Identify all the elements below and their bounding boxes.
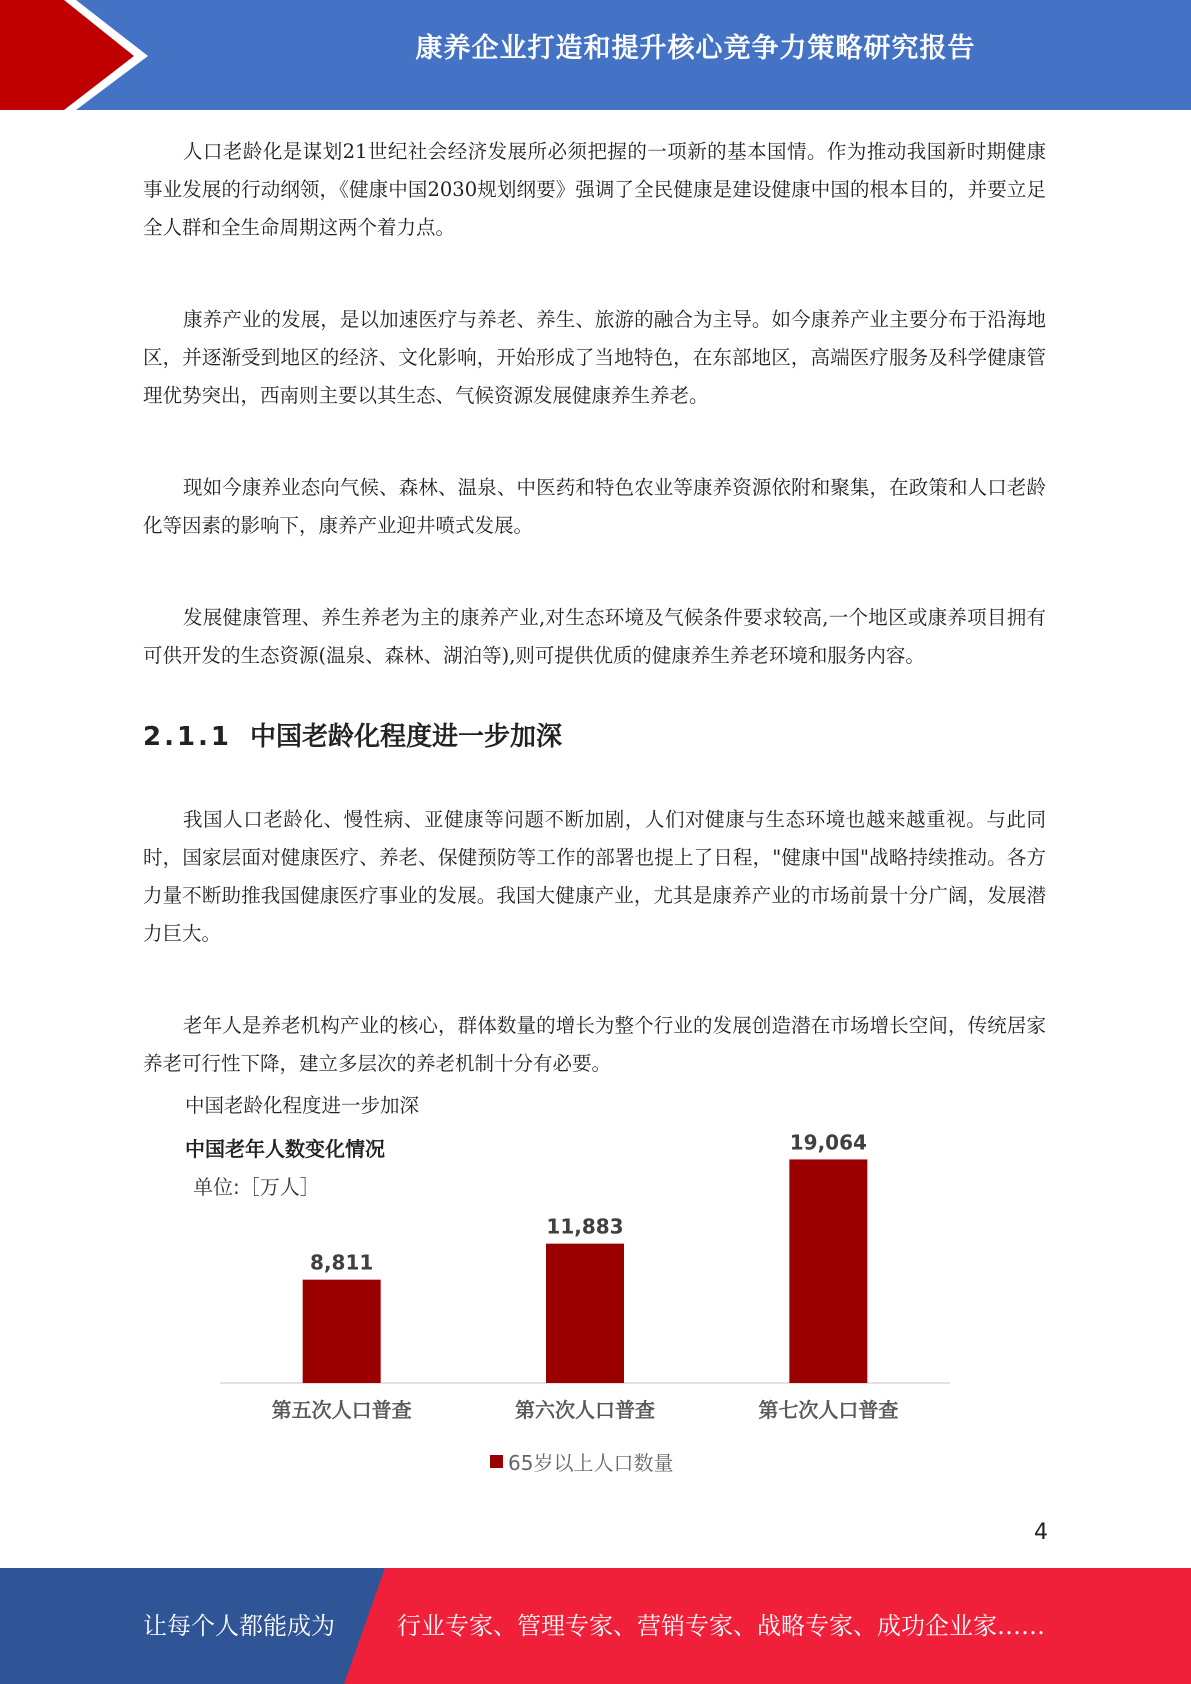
main-content <box>143 133 1046 1137</box>
footer-slogan-left: 让每个人都能成为 <box>143 1612 335 1640</box>
x-tick-label: 第六次人口普查 <box>515 1398 655 1422</box>
paragraph: 康养产业的发展，是以加速医疗与养老、养生、旅游的融合为主导。如今康养产业主要分布于沿海地区，并逐渐受到地区的经济、文化影响，开始形成了当地特色，在东部地区，高端医疗服务及科学健康管理优势突出，西南则主要以其生态、气候资源发展健康养生养老。 <box>143 308 1046 407</box>
legend-label: 65岁以上人口数量 <box>508 1451 674 1475</box>
data-label: 19,064 <box>789 1130 867 1155</box>
chart-legend <box>490 1447 673 1476</box>
paragraph: 老年人是养老机构产业的核心，群体数量的增长为整个行业的发展创造潜在市场增长空间，传统居家养老可行性下降，建立多层次的养老机制十分有必要。 <box>143 1014 1046 1075</box>
chart-title: 中国老年人数变化情况 <box>185 1137 385 1161</box>
chart-bar <box>303 1280 381 1383</box>
section-number: 2.1.1 <box>143 722 233 752</box>
chart-unit-label: 单位:［万人］ <box>193 1175 320 1199</box>
bar-chart <box>180 1125 980 1495</box>
data-label: 8,811 <box>310 1250 374 1275</box>
page-header <box>0 0 1191 110</box>
chart-bar <box>546 1244 624 1383</box>
section-heading <box>143 717 1046 757</box>
section-title: 中国老龄化程度进一步加深 <box>250 722 563 752</box>
paragraph: 现如今康养业态向气候、森林、温泉、中医药和特色农业等康养资源依附和聚集，在政策和人口老龄化等因素的影响下，康养产业迎井喷式发展。 <box>143 476 1046 537</box>
x-tick-label: 第五次人口普查 <box>271 1398 412 1422</box>
paragraph: 我国人口老龄化、慢性病、亚健康等问题不断加剧，人们对健康与生态环境也越来越重视。与此同时，国家层面对健康医疗、养老、保健预防等工作的部署也提上了日程，"健康中国"战略持续推动。各方力量不断助推我国健康医疗事业的发展。我国大健康产业，尤其是康养产业的市场前景十分广阔，发展潜力巨大。 <box>143 808 1046 945</box>
page-footer <box>0 1568 1191 1684</box>
footer-slogan-right: 行业专家、管理专家、营销专家、战略专家、成功企业家…… <box>397 1612 1045 1640</box>
paragraph: 发展健康管理、养生养老为主的康养产业,对生态环境及气候条件要求较高,一个地区或康养项目拥有可供开发的生态资源(温泉、森林、湖泊等),则可提供优质的健康养生养老环境和服务内容。 <box>143 606 1046 667</box>
x-tick-label: 第七次人口普查 <box>758 1398 899 1422</box>
legend-swatch <box>490 1455 503 1468</box>
figure-caption: 中国老龄化程度进一步加深 <box>185 1094 420 1117</box>
chart-bar <box>789 1159 867 1383</box>
data-label: 11,883 <box>546 1214 624 1239</box>
page-number: 4 <box>1034 1520 1048 1545</box>
paragraph: 人口老龄化是谋划21世纪社会经济发展所必须把握的一项新的基本国情。作为推动我国新时期健康事业发展的行动纲领，《健康中国2030规划纲要》强调了全民健康是建设健康中国的根本目的，并要立足全人群和全生命周期这两个着力点。 <box>143 140 1046 239</box>
report-title: 康养企业打造和提升核心竞争力策略研究报告 <box>415 33 976 64</box>
